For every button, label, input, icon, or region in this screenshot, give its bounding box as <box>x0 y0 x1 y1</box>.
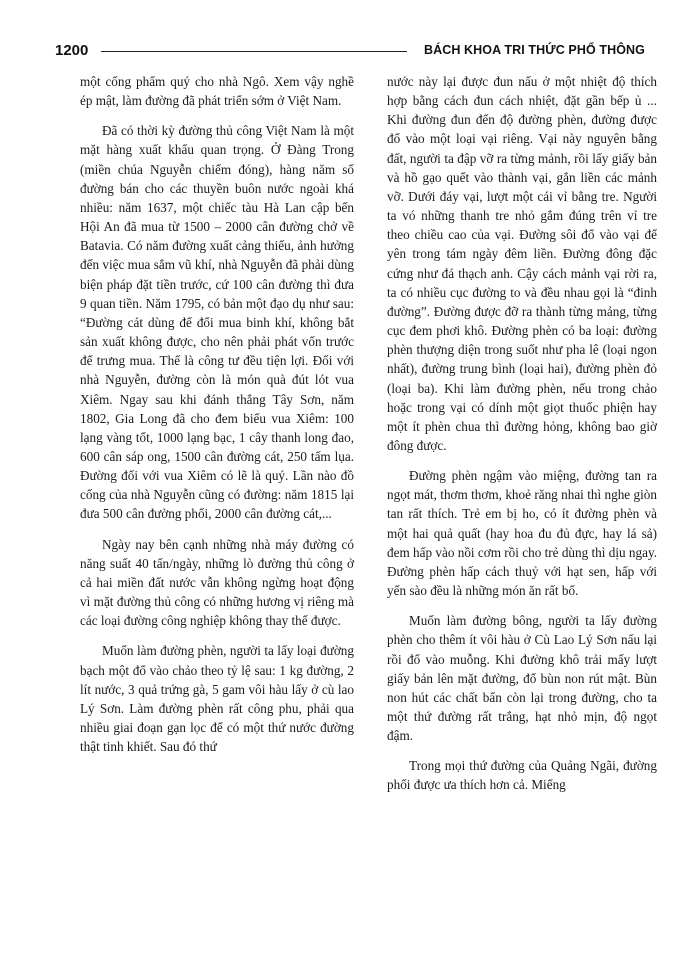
header-rule <box>101 51 407 52</box>
left-column <box>80 72 354 767</box>
paragraph: Đường phèn ngậm vào miệng, đường tan ra ngọt mát, thơm thơm, khoẻ răng nhai thì nghe giòn tan rất thích. Trẻ em bị ho, có ít đường phèn và một hai quả quất (hay hoa đu đủ đực, hay lá sả) đem hấp vào nồi cơm rồi cho trẻ dùng thì dịu ngay. Đường phèn hấp cách thuỷ với hạt sen, hấp với yến sào đều là những món ăn rất bổ. <box>387 468 657 599</box>
paragraph: một cống phẩm quý cho nhà Ngô. Xem vậy nghề ép mật, làm đường đã phát triển sớm ở Việt Nam. <box>80 74 354 109</box>
paragraph: nước này lại được đun nấu ở một nhiệt độ thích hợp bằng cách đun cách nhiệt, đặt gần bếp ủ ... Khi đường đun đến độ đường phèn, đường được đổ vào một loại vại riêng. Vại này nguyên bằng đất, người ta đập vỡ ra từng mảnh, rồi lấy giấy bản và hồ gạo quết vào thành vại, gắn liền các mảnh vỡ. Dưới đáy vại, lượt một cái vỉ bằng tre. Người ta vó những thanh tre nhỏ gắm đúng trên vỉ tre theo chiều cao của vại. Đường sôi đổ vào vại để yên trong tám ngày đêm liền. Đường đông đặc cứng như đá thạch anh. Cậy cách mảnh vại rời ra, ta có nhiều cục đường to và đều nhau gọi là “đinh đường”. Đường được đỡ ra thành từng mảng, từng cục đem phơi khô. Đường phèn có ba loại: đường phèn thượng diện trong suốt như pha lê (loại ngon nhất), đường trung bình (loại hai), đường phèn đỏ (loại ba). Khi làm đường phèn, nếu trong chảo hoặc trong vại có dính một giọt thuốc phiện hay một ít phèn chua thì đường hỏng, không bao giờ đông được. <box>387 74 657 453</box>
page-number: 1200 <box>55 42 89 59</box>
paragraph: Ngày nay bên cạnh những nhà máy đường có năng suất 40 tấn/ngày, những lò đường thủ công ở cả hai miền đất nước vẫn không ngừng hoạt động vì mặt đường thủ công có những hương vị riêng mà các loại đường công nghiệp không thay thế được. <box>80 536 354 629</box>
page-header <box>55 40 645 62</box>
paragraph: Trong mọi thứ đường của Quảng Ngãi, đường phổi được ưa thích hơn cả. Miếng <box>387 758 657 793</box>
paragraph: Đã có thời kỳ đường thủ công Việt Nam là một mặt hàng xuất khẩu quan trọng. Ở Đàng Trong (miền chúa Nguyễn chiếm đóng), hàng năm số đường bán cho các thuyền buôn nước ngoài khá nhiều: năm 1637, một chiếc tàu Hà Lan cập bến Hội An đã mua từ 1500 – 2000 cân đường chở về Batavia. Có năm đường xuất cảng thiếu, ảnh hưởng đến việc mua sắm vũ khí, nhà Nguyễn đã phải dùng biện pháp đặt tiền trước, cứ 100 cân đường thì đưa 9 quan tiền. Năm 1795, có bản một đạo dụ như sau: “Đường cát dùng để đổi mua binh khí, không bắt sản xuất không được, cho nên phải phát vốn trước để trưng mua. Thế là công tư đều tiện lợi. Đối với nhà Nguyễn, đường còn là món quà đút lót vua Xiêm. Ngay sau khi đánh thắng Tây Sơn, năm 1802, Gia Long đã cho đem biếu vua Xiêm: 100 lạng vàng tốt, 1000 lạng bạc, 1 cây thanh long đao, 600 cân sáp ong, 1500 cân đường cát, 250 tấm lụa. Đường đối với vua Xiêm có lẽ là quý. Lần nào đồ cống của nhà Nguyễn cũng có đường: năm 1815 lại đưa 500 cân đường phổi, 2000 cân đường cát,... <box>80 123 354 522</box>
running-title: BÁCH KHOA TRI THỨC PHỔ THÔNG <box>423 43 645 57</box>
right-column <box>387 72 657 806</box>
paragraph: Muốn làm đường bông, người ta lấy đường phèn cho thêm ít vôi hàu ở Cù Lao Lý Sơn nấu lại rồi đổ vào muỗng. Khi đường khô trải mấy lượt giấy bản lên mặt đường, đổ bùn non rút mật. Bùn non hút các chất bẩn còn lại trong đường, cho ta một thứ đường rất trắng, hạt nhỏ mịn, độ ngọt đậm. <box>387 613 657 744</box>
paragraph: Muốn làm đường phèn, người ta lấy loại đường bạch một đổ vào chảo theo tỷ lệ sau: 1 kg đường, 2 lít nước, 3 quả trứng gà, 5 gam vôi hàu lấy ở cù lao Lý Sơn. Làm đường phèn rất công phu, phải qua nhiều giai đoạn gạn lọc để có một thứ nước đường thật tinh khiết. Sau đó thứ <box>80 643 354 755</box>
